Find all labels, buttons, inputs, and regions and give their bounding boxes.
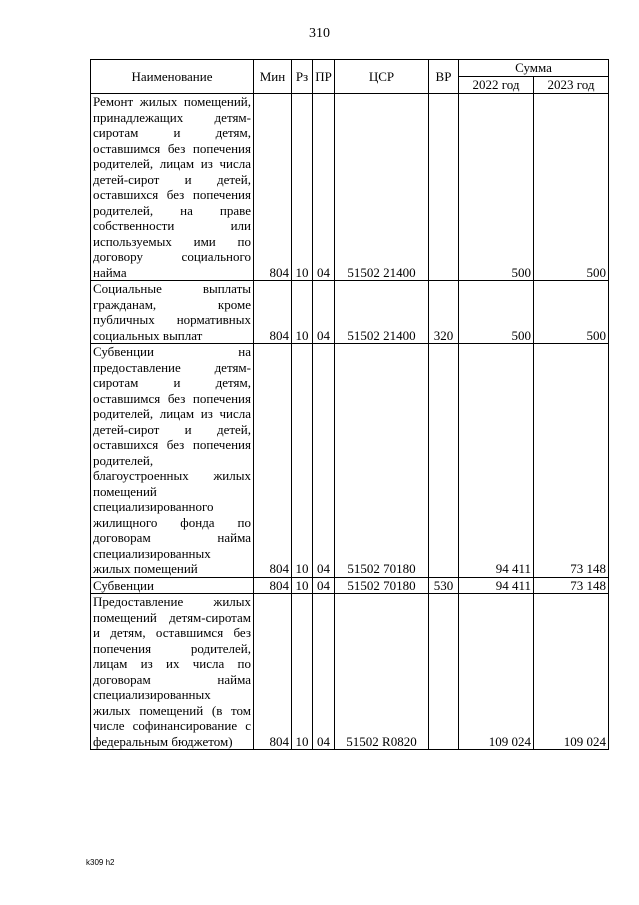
row-min: 804: [254, 594, 292, 750]
row-csr: 51502 70180: [335, 344, 429, 578]
table-row: [91, 577, 609, 594]
row-csr: 51502 70180: [335, 577, 429, 594]
header-year-2023: 2023 год: [534, 77, 609, 94]
row-csr: 51502 R0820: [335, 594, 429, 750]
header-row: [91, 60, 609, 77]
row-name: Субвенции: [91, 577, 254, 594]
header-year-2022: 2022 год: [459, 77, 534, 94]
row-rz: 10: [292, 94, 313, 281]
row-name: Предоставление жилых помещений детям-сиротам и детям, оставшимся без попечения родителей, лицам из их числа по договорам найма специализированных жилых помещений (в том числе софинансирование с федеральным бюджетом): [91, 594, 254, 750]
header-sum: Сумма: [459, 60, 609, 77]
row-csr: 51502 21400: [335, 281, 429, 344]
row-vr: 320: [429, 281, 459, 344]
row-sum-2023: 109 024: [534, 594, 609, 750]
row-min: 804: [254, 577, 292, 594]
row-sum-2023: 500: [534, 94, 609, 281]
budget-table: [90, 59, 609, 750]
row-pr: 04: [313, 94, 335, 281]
row-vr: [429, 94, 459, 281]
table-row: [91, 594, 609, 750]
row-rz: 10: [292, 344, 313, 578]
header-rz: Рз: [292, 60, 313, 94]
row-min: 804: [254, 281, 292, 344]
row-sum-2022: 94 411: [459, 577, 534, 594]
row-sum-2022: 500: [459, 281, 534, 344]
row-name: Субвенции на предоставление детям-сиротам и детям, оставшимся без попечения родителей, лицам из числа детей-сирот и детей, оставшихся без попечения родителей, благоустроенных жилых помещений специализированного жилищного фонда по договорам найма специализированных жилых помещений: [91, 344, 254, 578]
row-min: 804: [254, 344, 292, 578]
row-sum-2022: 94 411: [459, 344, 534, 578]
row-sum-2022: 109 024: [459, 594, 534, 750]
row-name: Ремонт жилых помещений, принадлежащих детям-сиротам и детям, оставшимся без попечения родителей, лицам из числа детей-сирот и детей, оставшихся без попечения родителей, на праве собственности или используемых ими по договору социального найма: [91, 94, 254, 281]
row-min: 804: [254, 94, 292, 281]
header-name: Наименование: [91, 60, 254, 94]
row-vr: [429, 594, 459, 750]
row-rz: 10: [292, 281, 313, 344]
row-rz: 10: [292, 594, 313, 750]
table-row: [91, 344, 609, 578]
header-pr: ПР: [313, 60, 335, 94]
row-name: Социальные выплаты гражданам, кроме публичных нормативных социальных выплат: [91, 281, 254, 344]
page-number: 310: [309, 26, 330, 41]
row-vr: 530: [429, 577, 459, 594]
header-vr: ВР: [429, 60, 459, 94]
row-pr: 04: [313, 281, 335, 344]
row-vr: [429, 344, 459, 578]
row-rz: 10: [292, 577, 313, 594]
table-row: [91, 281, 609, 344]
row-pr: 04: [313, 577, 335, 594]
table-row: [91, 94, 609, 281]
row-sum-2022: 500: [459, 94, 534, 281]
row-pr: 04: [313, 344, 335, 578]
row-sum-2023: 500: [534, 281, 609, 344]
header-min: Мин: [254, 60, 292, 94]
row-sum-2023: 73 148: [534, 344, 609, 578]
document-code: k309 h2: [86, 858, 115, 867]
row-pr: 04: [313, 594, 335, 750]
header-csr: ЦСР: [335, 60, 429, 94]
row-sum-2023: 73 148: [534, 577, 609, 594]
row-csr: 51502 21400: [335, 94, 429, 281]
